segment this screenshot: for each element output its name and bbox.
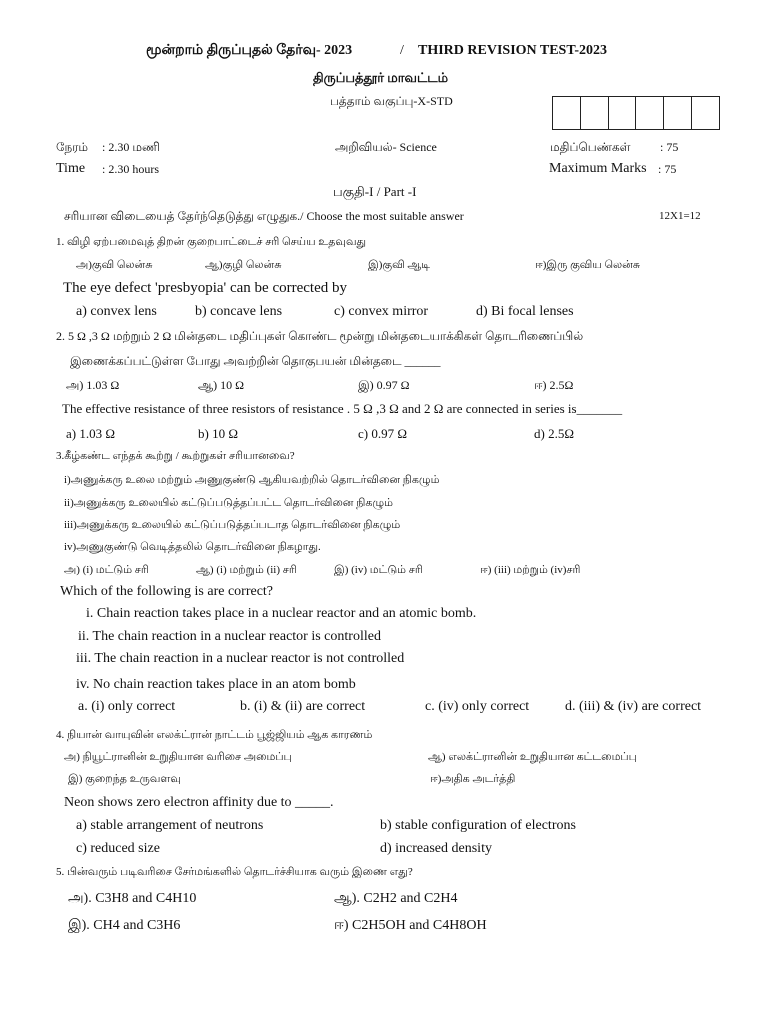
q4-tamil-option-c: இ) குறைந்த உருவளவு <box>68 773 181 785</box>
part-heading: பகுதி-I / Part -I <box>333 184 417 199</box>
q3-tamil-option-d: ஈ) (iii) மற்றும் (iv)சரி <box>480 564 581 576</box>
q1-tamil: 1. விழி ஏற்பமைவுத் திறன் குறைபாட்டைச் சரி செய்ய உதவுவது <box>56 236 367 248</box>
q1-tamil-option-b: ஆ)குழி லென்சு <box>205 259 282 271</box>
register-box <box>609 97 637 129</box>
district-name: திருப்பத்தூர் மாவட்டம் <box>313 70 449 85</box>
register-box <box>636 97 664 129</box>
q3-tamil: 3.கீழ்கண்ட எந்தக் கூற்று / கூற்றுகள் சரியானவை? <box>56 450 295 462</box>
q3-tamil-option-b: ஆ) (i) மற்றும் (ii) சரி <box>196 564 297 576</box>
q3-item-3: iii. The chain reaction in a nuclear reactor is not controlled <box>76 651 405 666</box>
q1-option-b: b) concave lens <box>195 304 283 319</box>
q3-tamil-item-4: iv)அணுகுண்டு வெடித்தலில் தொடர்வினை நிகழாது. <box>64 541 321 553</box>
q4-tamil-option-b: ஆ) எலக்ட்ரானின் உறுதியான கட்டமைப்பு <box>428 751 637 763</box>
q3-option-d: d. (iii) & (iv) are correct <box>565 699 702 714</box>
q3-english: Which of the following is are correct? <box>60 584 274 599</box>
q2-option-d: d) 2.5Ω <box>534 426 574 441</box>
q3-option-a: a. (i) only correct <box>78 699 176 714</box>
instruction-text: சரியான விடையைத் தேர்ந்தெடுத்து எழுதுக./ Choose the most suitable answer <box>64 209 464 223</box>
q1-option-d: d) Bi focal lenses <box>476 304 574 319</box>
q1-tamil-option-a: அ)குவி லென்சு <box>76 259 153 271</box>
q4-tamil-option-a: அ) நியூட்ரானின் உறுதியான வரிசை அமைப்பு <box>64 751 292 763</box>
q2-tamil-option-a: அ) 1.03 Ω <box>66 378 120 392</box>
marks-value-tamil: : 75 <box>660 140 679 154</box>
q2-english: The effective resistance of three resistors of resistance . 5 Ω ,3 Ω and 2 Ω are connected in series is_______ <box>62 401 623 416</box>
title-tamil: மூன்றாம் திருப்புதல் தேர்வு- 2023 <box>146 43 353 58</box>
q3-item-1: i. Chain reaction takes place in a nuclear reactor and an atomic bomb. <box>86 606 477 621</box>
q4-option-d: d) increased density <box>380 841 492 856</box>
q3-tamil-item-3: iii)அணுக்கரு உலையில் கட்டுப்படுத்தப்படாத தொடர்வினை நிகழும் <box>64 519 401 531</box>
q2-tamil-line2: இணைக்கப்பட்டுள்ள போது அவற்றின் தொகுபயன் மின்தடை ______ <box>70 354 441 368</box>
title-english: THIRD REVISION TEST-2023 <box>418 43 608 58</box>
q5-option-d: ஈ) C2H5OH and C4H8OH <box>334 918 487 933</box>
time-value-tamil: : 2.30 மணி <box>102 140 160 154</box>
q3-tamil-option-a: அ) (i) மட்டும் சரி <box>64 564 149 576</box>
time-value-english: : 2.30 hours <box>102 162 159 176</box>
q1-tamil-option-c: இ)குவி ஆடி <box>368 259 431 271</box>
standard-label: பத்தாம் வகுப்பு-X-STD <box>330 94 453 108</box>
q5-option-c: இ). CH4 and C3H6 <box>68 918 181 933</box>
q1-tamil-option-d: ஈ)இரு குவிய லென்சு <box>535 259 641 271</box>
q3-item-4: iv. No chain reaction takes place in an atom bomb <box>76 677 356 692</box>
q4-tamil: 4. நியான் வாயுவின் எலக்ட்ரான் நாட்டம் பூஜ்ஜியம் ஆக காரணம் <box>56 729 373 741</box>
register-box <box>664 97 692 129</box>
q4-option-c: c) reduced size <box>76 841 160 856</box>
q4-option-a: a) stable arrangement of neutrons <box>76 818 264 833</box>
register-box <box>581 97 609 129</box>
q1-english: The eye defect 'presbyopia' can be corrected by <box>63 280 348 296</box>
marks-value-english: : 75 <box>658 162 677 176</box>
q4-option-b: b) stable configuration of electrons <box>380 818 576 833</box>
q3-option-b: b. (i) & (ii) are correct <box>240 699 366 714</box>
subject-label: அறிவியல்- Science <box>335 140 437 154</box>
register-box <box>692 97 719 129</box>
q2-option-b: b) 10 Ω <box>198 426 238 441</box>
q4-english: Neon shows zero electron affinity due to _____. <box>64 795 334 810</box>
q5-option-a: அ). C3H8 and C4H10 <box>68 891 197 906</box>
q5-option-b: ஆ). C2H2 and C2H4 <box>334 891 458 906</box>
register-box <box>553 97 581 129</box>
title-separator: / <box>400 43 404 58</box>
marks-scheme: 12X1=12 <box>659 210 701 222</box>
q3-tamil-option-c: இ) (iv) மட்டும் சரி <box>334 564 423 576</box>
q2-tamil-option-d: ஈ) 2.5Ω <box>534 378 574 392</box>
q3-tamil-item-1: i)அணுக்கரு உலை மற்றும் அணுகுண்டு ஆகியவற்றில் தொடர்வினை நிகழும் <box>64 474 440 486</box>
q2-tamil-option-c: இ) 0.97 Ω <box>358 378 410 392</box>
q2-tamil-option-b: ஆ) 10 Ω <box>198 378 245 392</box>
q2-tamil-line1: 2. 5 Ω ,3 Ω மற்றும் 2 Ω மின்தடை மதிப்புகள் கொண்ட மூன்று மின்தடையாக்கிகள் தொடரிணைப்பில் <box>56 329 584 343</box>
q5-tamil: 5. பின்வரும் படிவரிசை சேர்மங்களில் தொடர்ச்சியாக வரும் இணை எது? <box>56 866 413 878</box>
q4-tamil-option-d: ஈ)அதிக அடர்த்தி <box>430 773 516 785</box>
q3-option-c: c. (iv) only correct <box>425 699 530 714</box>
q2-option-a: a) 1.03 Ω <box>66 426 116 441</box>
q3-tamil-item-2: ii)அணுக்கரு உலையில் கட்டுப்படுத்தப்பட்ட தொடர்வினை நிகழும் <box>64 497 393 509</box>
time-label-english: Time <box>56 161 86 176</box>
q1-option-a: a) convex lens <box>76 304 157 319</box>
q2-option-c: c) 0.97 Ω <box>358 426 408 441</box>
time-label-tamil: நேரம் <box>56 140 89 154</box>
register-number-boxes <box>552 96 720 130</box>
q1-option-c: c) convex mirror <box>334 304 429 319</box>
marks-label-tamil: மதிப்பெண்கள் <box>550 140 631 154</box>
q3-item-2: ii. The chain reaction in a nuclear reactor is controlled <box>78 629 381 644</box>
marks-label-english: Maximum Marks <box>549 161 647 176</box>
